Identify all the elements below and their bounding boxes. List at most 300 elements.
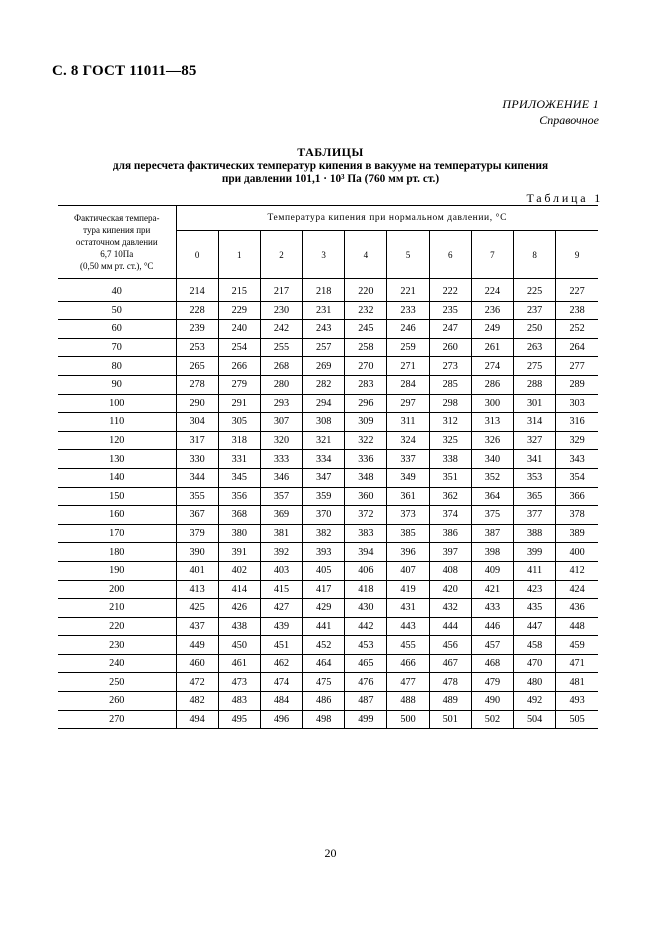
table-cell: 265	[176, 357, 218, 376]
table-cell: 279	[218, 375, 260, 394]
table-cell: 296	[345, 394, 387, 413]
table-cell: 464	[303, 654, 345, 673]
table-cell: 432	[429, 599, 471, 618]
row-temperature: 170	[58, 524, 176, 543]
table-cell: 479	[471, 673, 513, 692]
table-cell: 255	[260, 338, 302, 357]
row-temperature: 110	[58, 413, 176, 432]
table-cell: 385	[387, 524, 429, 543]
table-cell: 253	[176, 338, 218, 357]
table-cell: 245	[345, 320, 387, 339]
table-cell: 352	[471, 468, 513, 487]
table-cell: 222	[429, 279, 471, 302]
table-cell: 236	[471, 301, 513, 320]
first-column-header	[58, 206, 176, 279]
table-cell: 438	[218, 617, 260, 636]
table-cell: 486	[303, 692, 345, 711]
table-cell: 224	[471, 279, 513, 302]
table-cell: 258	[345, 338, 387, 357]
table-cell: 403	[260, 561, 302, 580]
table-cell: 394	[345, 543, 387, 562]
table-row	[58, 394, 598, 413]
table-cell: 387	[471, 524, 513, 543]
table-cell: 477	[387, 673, 429, 692]
table-cell: 260	[429, 338, 471, 357]
table-cell: 230	[260, 301, 302, 320]
table-cell: 427	[260, 599, 302, 618]
table-cell: 460	[176, 654, 218, 673]
table-cell: 379	[176, 524, 218, 543]
table-row	[58, 487, 598, 506]
table-cell: 374	[429, 506, 471, 525]
table-cell: 270	[345, 357, 387, 376]
column-header-8: 8	[514, 231, 556, 279]
table-label: Таблица 1	[526, 191, 603, 205]
table-cell: 338	[429, 450, 471, 469]
table-cell: 293	[260, 394, 302, 413]
table-cell: 495	[218, 710, 260, 729]
table-cell: 321	[303, 431, 345, 450]
table-cell: 320	[260, 431, 302, 450]
table-cell: 238	[556, 301, 598, 320]
table-cell: 334	[303, 450, 345, 469]
table-cell: 417	[303, 580, 345, 599]
table-cell: 468	[471, 654, 513, 673]
table-cell: 289	[556, 375, 598, 394]
table-cell: 421	[471, 580, 513, 599]
group-header: Температура кипения при нормальном давлении, °С	[176, 206, 598, 231]
table-cell: 494	[176, 710, 218, 729]
table-cell: 357	[260, 487, 302, 506]
table-cell: 317	[176, 431, 218, 450]
table-cell: 307	[260, 413, 302, 432]
table-cell: 405	[303, 561, 345, 580]
table-cell: 227	[556, 279, 598, 302]
table-row	[58, 710, 598, 729]
table-cell: 340	[471, 450, 513, 469]
table-cell: 370	[303, 506, 345, 525]
table-cell: 407	[387, 561, 429, 580]
table-cell: 418	[345, 580, 387, 599]
table-cell: 459	[556, 636, 598, 655]
table-cell: 435	[514, 599, 556, 618]
row-temperature: 60	[58, 320, 176, 339]
table-cell: 472	[176, 673, 218, 692]
table-cell: 250	[514, 320, 556, 339]
table-cell: 261	[471, 338, 513, 357]
row-temperature: 80	[58, 357, 176, 376]
table-cell: 344	[176, 468, 218, 487]
table-cell: 349	[387, 468, 429, 487]
column-header-6: 6	[429, 231, 471, 279]
table-cell: 369	[260, 506, 302, 525]
table-row	[58, 543, 598, 562]
table-cell: 314	[514, 413, 556, 432]
table-cell: 412	[556, 561, 598, 580]
table-cell: 461	[218, 654, 260, 673]
table-cell: 505	[556, 710, 598, 729]
table-row	[58, 431, 598, 450]
table-cell: 326	[471, 431, 513, 450]
table-cell: 331	[218, 450, 260, 469]
table-cell: 365	[514, 487, 556, 506]
table-cell: 330	[176, 450, 218, 469]
table-cell: 294	[303, 394, 345, 413]
table-cell: 214	[176, 279, 218, 302]
table-cell: 367	[176, 506, 218, 525]
table-row	[58, 673, 598, 692]
table-cell: 389	[556, 524, 598, 543]
table-cell: 283	[345, 375, 387, 394]
table-cell: 504	[514, 710, 556, 729]
page-header: С. 8 ГОСТ 11011—85	[52, 63, 197, 79]
table-cell: 288	[514, 375, 556, 394]
table-cell: 305	[218, 413, 260, 432]
table-cell: 225	[514, 279, 556, 302]
column-header-1: 1	[218, 231, 260, 279]
table-cell: 311	[387, 413, 429, 432]
table-cell: 453	[345, 636, 387, 655]
table-cell: 353	[514, 468, 556, 487]
table-cell: 231	[303, 301, 345, 320]
row-temperature: 160	[58, 506, 176, 525]
table-cell: 346	[260, 468, 302, 487]
table-cell: 375	[471, 506, 513, 525]
first-header-line: тура кипения при	[83, 225, 151, 235]
table-cell: 406	[345, 561, 387, 580]
table-cell: 457	[471, 636, 513, 655]
table-row	[58, 580, 598, 599]
table-cell: 362	[429, 487, 471, 506]
table-cell: 345	[218, 468, 260, 487]
row-temperature: 150	[58, 487, 176, 506]
table-cell: 217	[260, 279, 302, 302]
table-cell: 401	[176, 561, 218, 580]
column-header-4: 4	[345, 231, 387, 279]
table-cell: 377	[514, 506, 556, 525]
table-cell: 442	[345, 617, 387, 636]
table-cell: 347	[303, 468, 345, 487]
row-temperature: 190	[58, 561, 176, 580]
row-temperature: 100	[58, 394, 176, 413]
table-cell: 364	[471, 487, 513, 506]
table-cell: 271	[387, 357, 429, 376]
table-cell: 415	[260, 580, 302, 599]
table-cell: 312	[429, 413, 471, 432]
table-cell: 475	[303, 673, 345, 692]
table-cell: 455	[387, 636, 429, 655]
table-cell: 341	[514, 450, 556, 469]
table-cell: 458	[514, 636, 556, 655]
table-cell: 471	[556, 654, 598, 673]
table-cell: 291	[218, 394, 260, 413]
table-cell: 414	[218, 580, 260, 599]
conversion-table	[58, 205, 598, 729]
table-cell: 240	[218, 320, 260, 339]
document-title	[0, 145, 661, 186]
table-cell: 257	[303, 338, 345, 357]
row-temperature: 40	[58, 279, 176, 302]
table-cell: 304	[176, 413, 218, 432]
table-cell: 424	[556, 580, 598, 599]
table-cell: 303	[556, 394, 598, 413]
table-cell: 382	[303, 524, 345, 543]
table-cell: 360	[345, 487, 387, 506]
table-row	[58, 506, 598, 525]
table-cell: 386	[429, 524, 471, 543]
table-cell: 443	[387, 617, 429, 636]
table-cell: 446	[471, 617, 513, 636]
row-temperature: 140	[58, 468, 176, 487]
table-cell: 355	[176, 487, 218, 506]
table-cell: 499	[345, 710, 387, 729]
row-temperature: 120	[58, 431, 176, 450]
row-temperature: 250	[58, 673, 176, 692]
table-cell: 327	[514, 431, 556, 450]
table-cell: 333	[260, 450, 302, 469]
table-cell: 372	[345, 506, 387, 525]
table-cell: 268	[260, 357, 302, 376]
column-header-9: 9	[556, 231, 598, 279]
table-cell: 259	[387, 338, 429, 357]
table-cell: 242	[260, 320, 302, 339]
table-cell: 277	[556, 357, 598, 376]
table-cell: 390	[176, 543, 218, 562]
table-cell: 462	[260, 654, 302, 673]
table-cell: 429	[303, 599, 345, 618]
table-cell: 286	[471, 375, 513, 394]
table-cell: 264	[556, 338, 598, 357]
table-cell: 309	[345, 413, 387, 432]
table-cell: 273	[429, 357, 471, 376]
table-cell: 397	[429, 543, 471, 562]
table-cell: 501	[429, 710, 471, 729]
table-cell: 496	[260, 710, 302, 729]
first-header-line: 6,7 10Па	[100, 249, 134, 259]
table-cell: 483	[218, 692, 260, 711]
table-cell: 409	[471, 561, 513, 580]
column-header-5: 5	[387, 231, 429, 279]
table-cell: 430	[345, 599, 387, 618]
title-line-2: для пересчета фактических температур кипения в вакууме на температуры кипения	[112, 160, 549, 172]
first-header-line: остаточном давлении	[75, 237, 158, 247]
table-cell: 301	[514, 394, 556, 413]
table-cell: 470	[514, 654, 556, 673]
table-cell: 402	[218, 561, 260, 580]
table-cell: 274	[471, 357, 513, 376]
table-cell: 473	[218, 673, 260, 692]
table-cell: 413	[176, 580, 218, 599]
table-cell: 343	[556, 450, 598, 469]
table-row	[58, 320, 598, 339]
table-cell: 474	[260, 673, 302, 692]
table-cell: 451	[260, 636, 302, 655]
table-row	[58, 561, 598, 580]
table-cell: 254	[218, 338, 260, 357]
table-cell: 388	[514, 524, 556, 543]
table-cell: 500	[387, 710, 429, 729]
table-cell: 316	[556, 413, 598, 432]
table-cell: 447	[514, 617, 556, 636]
table-cell: 380	[218, 524, 260, 543]
table-cell: 482	[176, 692, 218, 711]
table-row	[58, 617, 598, 636]
table-cell: 392	[260, 543, 302, 562]
table-cell: 280	[260, 375, 302, 394]
row-temperature: 50	[58, 301, 176, 320]
table-cell: 247	[429, 320, 471, 339]
table-cell: 218	[303, 279, 345, 302]
table-cell: 356	[218, 487, 260, 506]
table-cell: 318	[218, 431, 260, 450]
table-cell: 488	[387, 692, 429, 711]
table-cell: 378	[556, 506, 598, 525]
table-cell: 423	[514, 580, 556, 599]
table-cell: 492	[514, 692, 556, 711]
table-cell: 449	[176, 636, 218, 655]
table-cell: 436	[556, 599, 598, 618]
table-cell: 336	[345, 450, 387, 469]
table-cell: 431	[387, 599, 429, 618]
table-cell: 408	[429, 561, 471, 580]
table-row	[58, 524, 598, 543]
table-cell: 359	[303, 487, 345, 506]
table-cell: 221	[387, 279, 429, 302]
table-cell: 239	[176, 320, 218, 339]
table-cell: 308	[303, 413, 345, 432]
table-cell: 246	[387, 320, 429, 339]
table-cell: 444	[429, 617, 471, 636]
table-row	[58, 468, 598, 487]
table-cell: 411	[514, 561, 556, 580]
first-header-line: Фактическая темпера-	[74, 213, 160, 223]
table-cell: 487	[345, 692, 387, 711]
table-row	[58, 599, 598, 618]
table-cell: 481	[556, 673, 598, 692]
row-temperature: 70	[58, 338, 176, 357]
table-cell: 351	[429, 468, 471, 487]
table-cell: 322	[345, 431, 387, 450]
table-cell: 263	[514, 338, 556, 357]
table-cell: 220	[345, 279, 387, 302]
table-cell: 419	[387, 580, 429, 599]
table-cell: 229	[218, 301, 260, 320]
row-temperature: 130	[58, 450, 176, 469]
row-temperature: 90	[58, 375, 176, 394]
table-cell: 233	[387, 301, 429, 320]
table-row	[58, 654, 598, 673]
page-number: 20	[324, 846, 337, 860]
row-temperature: 200	[58, 580, 176, 599]
table-row	[58, 413, 598, 432]
appendix-block	[502, 97, 599, 128]
column-header-3: 3	[303, 231, 345, 279]
table-cell: 348	[345, 468, 387, 487]
table-cell: 284	[387, 375, 429, 394]
table-cell: 373	[387, 506, 429, 525]
row-temperature: 180	[58, 543, 176, 562]
table-cell: 313	[471, 413, 513, 432]
table-cell: 484	[260, 692, 302, 711]
row-temperature: 270	[58, 710, 176, 729]
title-line-3: при давлении 101,1 · 10³ Па (760 мм рт. ст.)	[221, 173, 440, 185]
table-cell: 282	[303, 375, 345, 394]
table-cell: 452	[303, 636, 345, 655]
table-body	[58, 279, 598, 729]
table-cell: 450	[218, 636, 260, 655]
title-line-1: ТАБЛИЦЫ	[297, 145, 364, 159]
table-cell: 298	[429, 394, 471, 413]
table-row	[58, 357, 598, 376]
table-row	[58, 692, 598, 711]
table-cell: 269	[303, 357, 345, 376]
table-cell: 441	[303, 617, 345, 636]
table-cell: 498	[303, 710, 345, 729]
table-cell: 232	[345, 301, 387, 320]
table-cell: 490	[471, 692, 513, 711]
table-cell: 433	[471, 599, 513, 618]
table-cell: 383	[345, 524, 387, 543]
table-cell: 480	[514, 673, 556, 692]
table-row	[58, 375, 598, 394]
table-cell: 425	[176, 599, 218, 618]
table-cell: 381	[260, 524, 302, 543]
table-cell: 249	[471, 320, 513, 339]
row-temperature: 220	[58, 617, 176, 636]
table-cell: 368	[218, 506, 260, 525]
table-cell: 437	[176, 617, 218, 636]
table-cell: 502	[471, 710, 513, 729]
table-cell: 354	[556, 468, 598, 487]
table-cell: 420	[429, 580, 471, 599]
table-cell: 266	[218, 357, 260, 376]
table-cell: 325	[429, 431, 471, 450]
table-cell: 300	[471, 394, 513, 413]
appendix-note: Справочное	[539, 113, 599, 127]
table-cell: 297	[387, 394, 429, 413]
table-cell: 448	[556, 617, 598, 636]
column-header-2: 2	[260, 231, 302, 279]
table-cell: 400	[556, 543, 598, 562]
table-cell: 393	[303, 543, 345, 562]
first-header-line: (0,50 мм рт. ст.), °С	[80, 261, 154, 271]
table-cell: 285	[429, 375, 471, 394]
table-cell: 215	[218, 279, 260, 302]
table-cell: 478	[429, 673, 471, 692]
table-row	[58, 636, 598, 655]
table-cell: 324	[387, 431, 429, 450]
table-cell: 493	[556, 692, 598, 711]
table-cell: 237	[514, 301, 556, 320]
table-cell: 398	[471, 543, 513, 562]
table-cell: 489	[429, 692, 471, 711]
table-cell: 467	[429, 654, 471, 673]
table-cell: 275	[514, 357, 556, 376]
table-cell: 252	[556, 320, 598, 339]
table-cell: 465	[345, 654, 387, 673]
column-header-7: 7	[471, 231, 513, 279]
table-cell: 456	[429, 636, 471, 655]
row-temperature: 260	[58, 692, 176, 711]
table-cell: 439	[260, 617, 302, 636]
row-temperature: 240	[58, 654, 176, 673]
table-cell: 361	[387, 487, 429, 506]
column-header-0: 0	[176, 231, 218, 279]
row-temperature: 230	[58, 636, 176, 655]
appendix-label: ПРИЛОЖЕНИЕ 1	[502, 97, 599, 111]
table-cell: 337	[387, 450, 429, 469]
row-temperature: 210	[58, 599, 176, 618]
